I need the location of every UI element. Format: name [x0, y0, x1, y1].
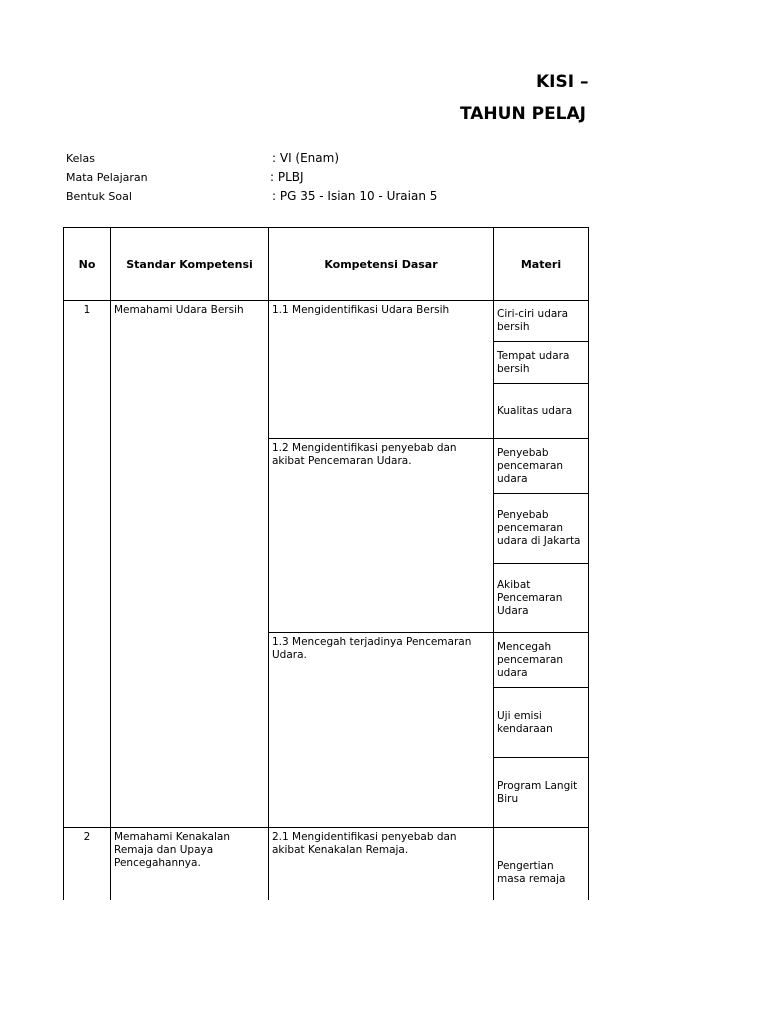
row-number: 1: [64, 301, 111, 828]
materi-cell: Program Langit Biru: [494, 758, 589, 828]
header-materi: Materi: [494, 228, 589, 301]
mapel-label: Mata Pelajaran: [66, 171, 148, 184]
materi-cell: Penyebab pencemaran udara di Jakarta: [494, 494, 589, 564]
header-standar-kompetensi: Standar Kompetensi: [111, 228, 269, 301]
page-cutoff: [0, 900, 768, 1024]
materi-cell: Ciri-ciri udara bersih: [494, 301, 589, 342]
header-no: No: [64, 228, 111, 301]
mapel-value: : PLBJ: [270, 170, 304, 184]
kompetensi-dasar-cell: 1.2 Mengidentifikasi penyebab dan akibat Pencemaran Udara.: [269, 439, 494, 633]
document-title: KISI –: [536, 72, 589, 92]
table-header-row: [64, 228, 589, 301]
kompetensi-dasar-cell: 1.1 Mengidentifikasi Udara Bersih: [269, 301, 494, 439]
standar-kompetensi-cell: Memahami Udara Bersih: [111, 301, 269, 828]
kelas-label: Kelas: [66, 152, 95, 165]
title-block: [0, 60, 589, 130]
materi-cell: Penyebab pencemaran udara: [494, 439, 589, 494]
materi-cell: Akibat Pencemaran Udara: [494, 564, 589, 633]
kompetensi-dasar-cell: 1.3 Mencegah terjadinya Pencemaran Udara.: [269, 633, 494, 828]
table-row: [64, 301, 589, 342]
standar-kompetensi-cell: Memahami Kenakalan Remaja dan Upaya Pencegahannya.: [111, 828, 269, 918]
materi-cell: Pengertian masa remaja: [494, 828, 589, 918]
kelas-value: : VI (Enam): [272, 151, 340, 165]
materi-cell: Kualitas udara: [494, 384, 589, 439]
row-number: 2: [64, 828, 111, 918]
bentuk-label: Bentuk Soal: [66, 190, 132, 203]
materi-cell: Uji emisi kendaraan: [494, 688, 589, 758]
kisi-table: [63, 227, 589, 918]
kompetensi-dasar-cell: 2.1 Mengidentifikasi penyebab dan akibat Kenakalan Remaja.: [269, 828, 494, 918]
materi-cell: Tempat udara bersih: [494, 342, 589, 384]
document-subtitle: TAHUN PELAJ: [460, 104, 586, 124]
bentuk-value: : PG 35 - Isian 10 - Uraian 5: [272, 189, 438, 203]
header-kompetensi-dasar: Kompetensi Dasar: [269, 228, 494, 301]
materi-cell: Mencegah pencemaran udara: [494, 633, 589, 688]
